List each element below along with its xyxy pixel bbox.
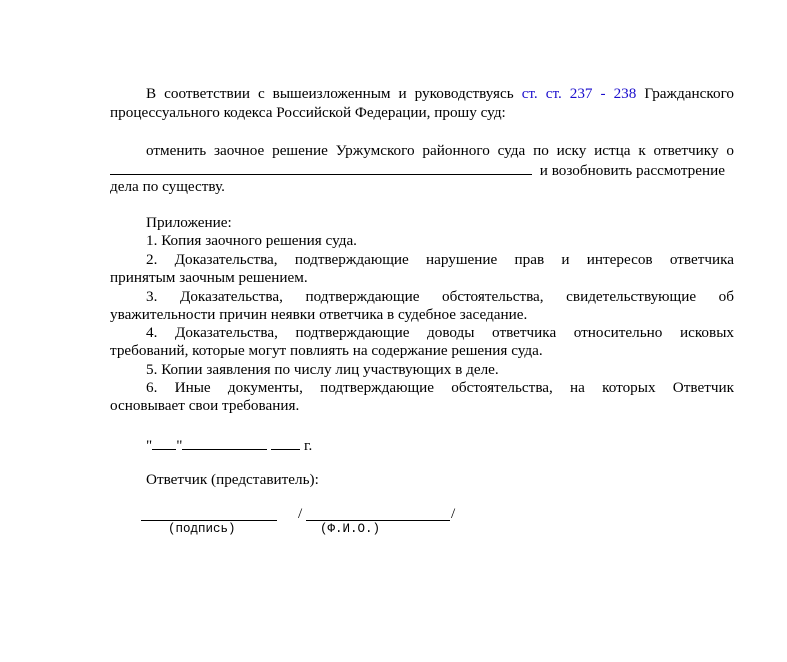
attachment-item-6-line-1: 6. Иные документы, подтверждающие обстоятельства, на которых Ответчик	[146, 379, 734, 396]
request-line-3: дела по существу.	[110, 178, 225, 195]
request-line-1: отменить заочное решение Уржумского районного суда по иску истца к ответчику о	[146, 142, 734, 159]
date-year-blank[interactable]	[271, 435, 300, 450]
intro-text: В соответствии с вышеизложенным и руководствуясь	[146, 85, 514, 102]
intro-text-end: Гражданского	[644, 85, 734, 102]
signature-caption: (подпись)	[168, 522, 236, 536]
date-year-suffix: г.	[304, 437, 313, 454]
date-quote-close: "	[176, 437, 183, 454]
attachment-item-4-line-1: 4. Доказательства, подтверждающие доводы ответчика относительно исковых	[146, 324, 734, 341]
case-subject-blank[interactable]	[110, 160, 532, 175]
attachment-item-5: 5. Копии заявления по числу лиц участвующих в деле.	[146, 361, 499, 378]
date-line	[146, 435, 312, 455]
date-day-blank[interactable]	[152, 435, 176, 450]
signature-label: Ответчик (представитель):	[146, 471, 319, 488]
intro-line-2: процессуального кодекса Российской Федерации, прошу суд:	[110, 104, 506, 121]
attachment-item-1: 1. Копия заочного решения суда.	[146, 232, 357, 249]
attachment-item-4-line-2: требований, которые могут повлиять на содержание решения суда.	[110, 342, 543, 359]
attachment-item-2-line-1: 2. Доказательства, подтверждающие нарушение прав и интересов ответчика	[146, 251, 734, 268]
attachment-item-6-line-2: основывает свои требования.	[110, 397, 300, 414]
date-quote-open: "	[146, 437, 153, 454]
attachment-item-3-line-1: 3. Доказательства, подтверждающие обстоятельства, свидетельствующие об	[146, 288, 734, 305]
request-line-2	[110, 160, 734, 178]
attachment-item-2-line-2: принятым заочным решением.	[110, 269, 308, 286]
attachment-item-3-line-2: уважительности причин неявки ответчика в судебное заседание.	[110, 306, 528, 323]
name-slash-close: /	[451, 505, 456, 522]
intro-line-1	[110, 85, 734, 103]
request-continue: и возобновить рассмотрение	[539, 162, 725, 179]
name-slash-open: /	[298, 505, 303, 522]
full-name-caption: (Ф.И.О.)	[320, 522, 381, 536]
date-month-blank[interactable]	[182, 435, 267, 450]
attachments-heading: Приложение:	[146, 214, 232, 231]
law-article-link[interactable]: ст. ст. 237 - 238	[521, 85, 637, 102]
